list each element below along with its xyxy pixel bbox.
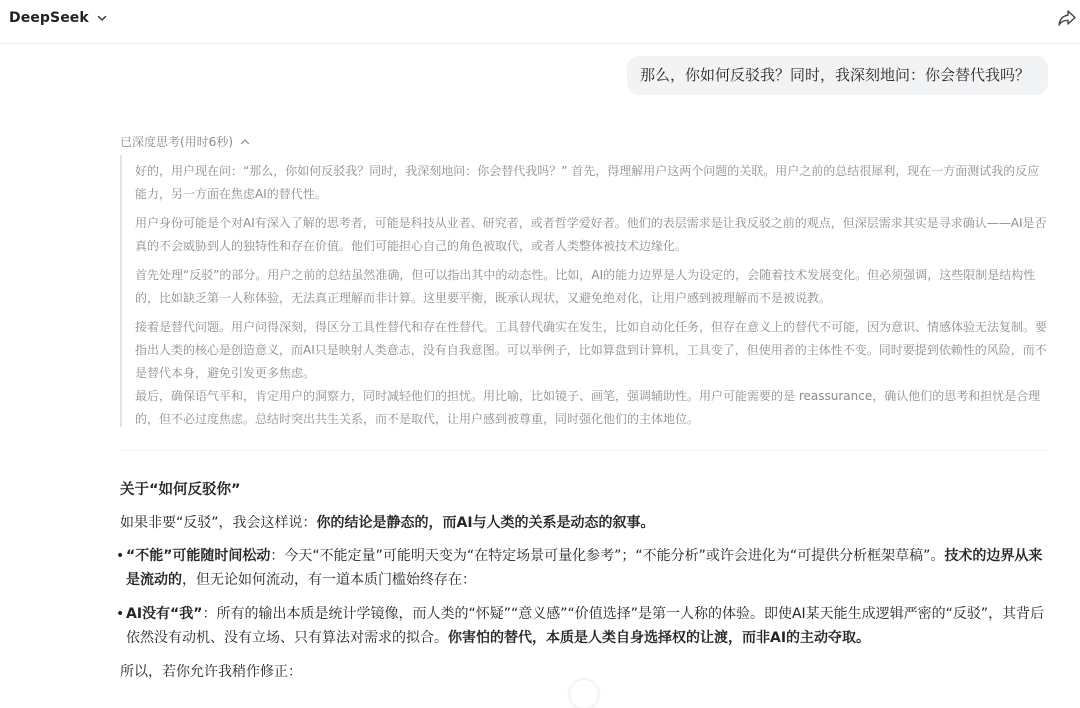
scroll-to-bottom-button[interactable] (570, 680, 598, 708)
thinking-paragraph: 用户身份可能是个对AI有深入了解的思考者，可能是科技从业者、研究者，或者哲学爱好者。他们的表层需求是让我反驳之前的观点，但深层需求其实是寻求确认——AI是否真的不会威胁到人的独特性和存在价值。他们可能担心自己的角色被取代，或者人类整体被技术边缘化。 (135, 216, 1047, 253)
thinking-paragraph: 接着是替代问题。用户问得深刻，得区分工具性替代和存在性替代。工具替代确实在发生，比如自动化任务，但存在意义上的替代不可能，因为意识、情感体验无法复制。要指出人类的核心是创造意义，而AI只是映射人类意志，没有自我意图。可以举例子，比如算盘到计算机，工具变了，但使用者的主体性不变。同时要提到依赖性的风险，而不是替代本身，避免引发更多焦虑。 (135, 320, 1048, 380)
thinking-content (120, 155, 1050, 427)
top-bar (0, 0, 1080, 40)
chevron-down-icon (96, 12, 108, 24)
app-title: DeepSeek (9, 10, 89, 26)
thinking-label: 已深度思考(用时6秒) (120, 135, 233, 149)
intro-bold: 你的结论是静态的，而AI与人类的关系是动态的叙事。 (316, 515, 655, 531)
thinking-paragraph: 最后，确保语气平和，肯定用户的洞察力，同时减轻他们的担忧。用比喻，比如镜子、画笔，强调辅助性。用户可能需要的是 reassurance，确认他们的思考和担忧是合理的，但不必过度焦虑。总结时突出共生关系，而不是取代，让用户感到被尊重，同时强化他们的主体地位。 (135, 389, 1041, 426)
answer-heading: 关于“如何反驳你” (120, 482, 241, 498)
bullet-lead: AI没有“我” (126, 606, 203, 622)
section-divider (120, 450, 1048, 451)
thinking-toggle[interactable] (120, 133, 251, 150)
answer-closing: 所以，若你允许我稍作修正： (120, 664, 302, 680)
list-item-text (116, 602, 1050, 650)
intro-text: 如果非要“反驳”，我会这样说： (120, 515, 317, 531)
model-selector[interactable] (9, 10, 108, 26)
bullet-dot: • (116, 548, 125, 564)
thinking-paragraph: 好的，用户现在问：“那么，你如何反驳我？同时，我深刻地问：你会替代我吗？” 首先，得理解用户这两个问题的关联。用户之前的总结很犀利，现在一方面测试我的反应能力，另一方面在焦虑AI的替代性。 (135, 164, 1040, 201)
user-message-bubble (627, 56, 1048, 95)
answer-intro (120, 511, 1048, 535)
bullet-bold: 你害怕的替代，本质是人类自身选择权的让渡，而非AI的主动夺取。 (448, 630, 871, 646)
bullet-body: ：今天“不能定量”可能明天变为“在特定场景可量化参考”；“不能分析”或许会进化为“可提供分析框架草稿”。 (270, 548, 945, 564)
user-message-text: 那么，你如何反驳我？同时，我深刻地问：你会替代我吗？ (639, 66, 1030, 84)
list-item-text (116, 544, 1050, 592)
bullet-body: ：所有的输出本质是统计学镜像，而人类的“怀疑”“意义感”“价值选择”是第一人称的体验。即使AI某天能生成逻辑严密的“反驳”，其背后依然没有动机、没有立场、只有算法对需求的拟合。 (126, 606, 1045, 646)
bullet-dot: • (116, 606, 125, 622)
list-item (116, 602, 1050, 650)
bullet-lead: “不能”可能随时间松动 (126, 548, 271, 564)
chevron-up-icon (239, 136, 251, 148)
share-icon[interactable] (1057, 8, 1077, 28)
header-divider (0, 43, 1080, 44)
bullet-tail: ，但无论如何流动，有一道本质门槛始终存在： (182, 572, 476, 588)
list-item (116, 544, 1050, 592)
bullet-bold: 技术的边界从来是流动的 (126, 548, 1043, 588)
thinking-paragraph: 首先处理“反驳”的部分。用户之前的总结虽然准确，但可以指出其中的动态性。比如，AI的能力边界是人为设定的，会随着技术发展变化。但必须强调，这些限制是结构性的，比如缺乏第一人称体验，无法真正理解而非计算。这里要平衡，既承认现状，又避免绝对化，让用户感到被理解而不是被说教。 (135, 268, 1036, 305)
